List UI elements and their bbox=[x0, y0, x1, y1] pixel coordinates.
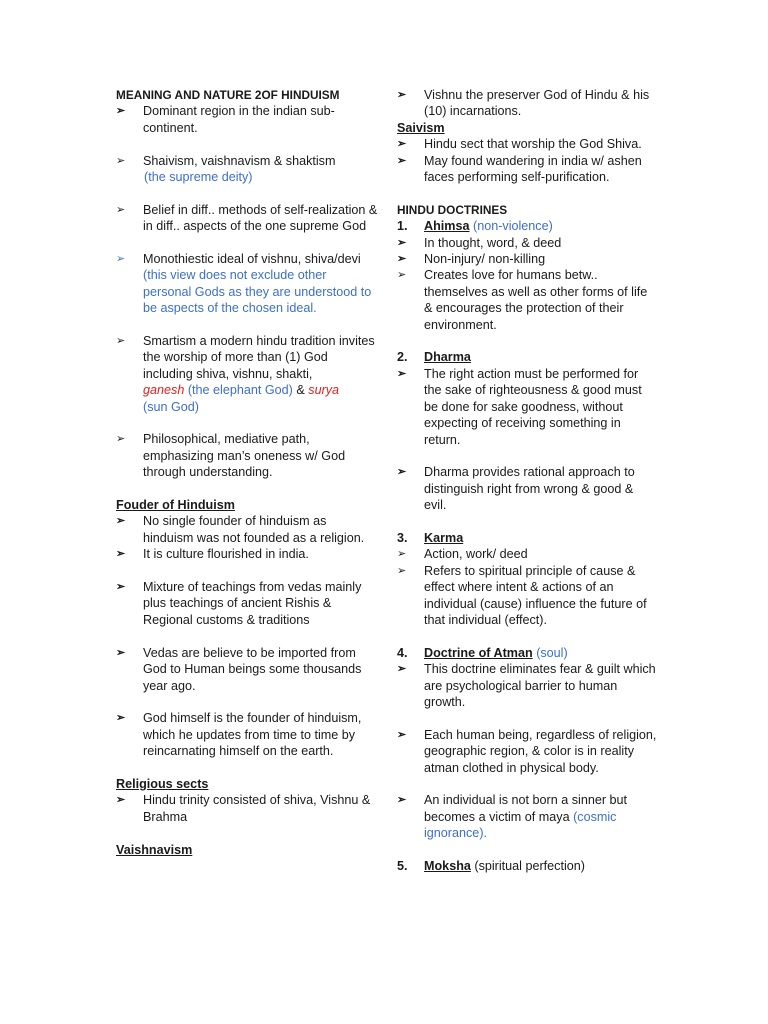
arrow-bullet-icon: ➢ bbox=[397, 367, 407, 380]
section-heading: Religious sects bbox=[116, 776, 209, 791]
item-text: It is culture flourished in india. bbox=[143, 547, 309, 562]
ganesh-text: ganesh bbox=[143, 383, 185, 398]
list-item bbox=[116, 431, 378, 480]
arrow-bullet-icon: ➢ bbox=[116, 253, 126, 266]
list-item bbox=[116, 333, 378, 415]
item-text: Dominant region in the indian sub-continent. bbox=[143, 104, 335, 135]
doctrine-heading bbox=[397, 530, 659, 546]
list-item bbox=[116, 251, 378, 317]
item-text: Vedas are believe to be imported from God to Human beings some thousands year ago. bbox=[143, 645, 362, 693]
arrow-bullet-icon: ➢ bbox=[397, 564, 407, 577]
arrow-bullet-icon: ➢ bbox=[397, 466, 407, 479]
list-item bbox=[116, 546, 378, 562]
arrow-bullet-icon: ➢ bbox=[116, 548, 126, 561]
list-item bbox=[397, 267, 659, 333]
item-text: Refers to spiritual principle of cause & effect where intent & actions of an individual (cause) influence the future of that individual (effect). bbox=[424, 563, 647, 627]
number-label: 2. bbox=[397, 350, 408, 365]
arrow-bullet-icon: ➢ bbox=[397, 548, 407, 561]
item-text: In thought, word, & deed bbox=[424, 235, 562, 250]
note-text: (non-violence) bbox=[473, 219, 553, 234]
item-text: Smartism a modern hindu tradition invites the worship of more than (1) God including shiva, vishnu, shakti, bbox=[143, 334, 375, 381]
number-label: 3. bbox=[397, 530, 408, 545]
list-item bbox=[116, 153, 378, 186]
doctrine-name: Dharma bbox=[424, 350, 471, 365]
doctrine-name: Doctrine of Atman bbox=[424, 645, 533, 660]
arrow-bullet-icon: ➢ bbox=[116, 203, 126, 216]
note-text: (the supreme deity) bbox=[144, 170, 253, 185]
right-column bbox=[397, 87, 659, 874]
arrow-bullet-icon: ➢ bbox=[116, 154, 126, 167]
list-item bbox=[397, 136, 659, 152]
list-item bbox=[116, 645, 378, 694]
number-label: 4. bbox=[397, 645, 408, 660]
arrow-bullet-icon: ➢ bbox=[397, 269, 407, 282]
doctrine-name: Ahimsa bbox=[424, 219, 470, 234]
amp-text: & bbox=[296, 383, 305, 398]
list-item bbox=[116, 579, 378, 628]
section-heading: Saivism bbox=[397, 120, 445, 135]
left-column bbox=[116, 87, 378, 858]
list-item bbox=[397, 87, 659, 120]
section-heading: HINDU DOCTRINES bbox=[397, 202, 508, 217]
list-item bbox=[397, 235, 659, 251]
item-text: Each human being, regardless of religion, geographic region, & color is in reality atman clothed in physical body. bbox=[424, 727, 657, 775]
note-text: (spiritual perfection) bbox=[474, 858, 585, 873]
list-item bbox=[397, 792, 659, 841]
note-text: (sun God) bbox=[143, 399, 199, 414]
item-text: Creates love for humans betw.. themselves as well as other forms of life & encourages the protection of their environment. bbox=[424, 268, 648, 332]
list-item bbox=[397, 464, 659, 513]
list-item bbox=[116, 202, 378, 235]
item-text: May found wandering in india w/ ashen faces performing self-purification. bbox=[424, 153, 642, 185]
doctrine-heading bbox=[397, 218, 659, 234]
arrow-bullet-icon: ➢ bbox=[397, 728, 407, 741]
arrow-bullet-icon: ➢ bbox=[116, 335, 126, 348]
arrow-bullet-icon: ➢ bbox=[397, 663, 407, 676]
arrow-bullet-icon: ➢ bbox=[116, 581, 126, 594]
arrow-bullet-icon: ➢ bbox=[397, 154, 407, 167]
item-text: Mixture of teachings from vedas mainly plus teachings of ancient Rishis & Regional customs & traditions bbox=[143, 580, 362, 627]
item-text: Action, work/ deed bbox=[424, 547, 528, 562]
item-text: Belief in diff.. methods of self-realization & in diff.. aspects of the one supreme God bbox=[143, 202, 378, 234]
list-item bbox=[397, 661, 659, 710]
item-text: Hindu sect that worship the God Shiva. bbox=[424, 137, 642, 152]
doctrine-heading bbox=[397, 645, 659, 661]
list-item bbox=[116, 513, 378, 546]
page-title: MEANING AND NATURE 2OF HINDUISM bbox=[116, 88, 340, 102]
note-text: (the elephant God) bbox=[187, 383, 293, 398]
note-text: (soul) bbox=[536, 645, 568, 660]
item-text: God himself is the founder of hinduism, which he updates from time to time by reincarnating himself on the earth. bbox=[143, 711, 362, 759]
arrow-bullet-icon: ➢ bbox=[116, 712, 126, 725]
surya-text: surya bbox=[308, 383, 340, 398]
list-item bbox=[397, 251, 659, 267]
item-text: Vishnu the preserver God of Hindu & his (10) incarnations. bbox=[424, 88, 650, 119]
arrow-bullet-icon: ➢ bbox=[116, 646, 126, 659]
doctrine-name: Moksha bbox=[424, 858, 471, 873]
item-text: Shaivism, vaishnavism & shaktism bbox=[143, 153, 336, 168]
number-label: 5. bbox=[397, 858, 408, 873]
list-item bbox=[116, 792, 378, 825]
item-text: Hindu trinity consisted of shiva, Vishnu & Brahma bbox=[143, 793, 371, 824]
doctrine-heading bbox=[397, 858, 659, 874]
section-heading: Fouder of Hinduism bbox=[116, 498, 235, 513]
item-text: This doctrine eliminates fear & guilt which are psychological barrier to human growth. bbox=[424, 662, 656, 709]
list-item bbox=[397, 563, 659, 629]
item-text: An individual is not born a sinner but becomes a victim of maya bbox=[424, 793, 628, 824]
list-item bbox=[397, 366, 659, 448]
arrow-bullet-icon: ➢ bbox=[397, 236, 407, 249]
arrow-bullet-icon: ➢ bbox=[116, 794, 126, 807]
list-item bbox=[397, 153, 659, 186]
item-text: Non-injury/ non-killing bbox=[424, 252, 546, 267]
arrow-bullet-icon: ➢ bbox=[397, 89, 407, 101]
arrow-bullet-icon: ➢ bbox=[397, 253, 407, 266]
arrow-bullet-icon: ➢ bbox=[116, 515, 126, 528]
arrow-bullet-icon: ➢ bbox=[116, 433, 126, 446]
item-text: No single founder of hinduism as hinduism was not founded as a religion. bbox=[143, 514, 365, 545]
note-text: (cosmic ignorance). bbox=[424, 809, 617, 841]
arrow-bullet-icon: ➢ bbox=[397, 138, 407, 151]
item-text: Philosophical, mediative path, emphasizing man’s oneness w/ God through understanding. bbox=[143, 432, 346, 480]
arrow-bullet-icon: ➢ bbox=[116, 105, 126, 118]
item-text: Monothiestic ideal of vishnu, shiva/devi bbox=[143, 252, 361, 267]
number-label: 1. bbox=[397, 219, 408, 234]
arrow-bullet-icon: ➢ bbox=[397, 794, 407, 807]
list-item bbox=[116, 103, 378, 136]
section-heading: Vaishnavism bbox=[116, 842, 193, 857]
doctrine-name: Karma bbox=[424, 530, 464, 545]
doctrine-heading bbox=[397, 349, 659, 365]
list-item bbox=[116, 710, 378, 759]
list-item bbox=[397, 727, 659, 776]
item-text: The right action must be performed for the sake of righteousness & good must be done for sake goodness, without expecting of receiving something in return. bbox=[424, 366, 642, 447]
item-text: Dharma provides rational approach to distinguish right from wrong & good & evil. bbox=[424, 465, 635, 513]
list-item bbox=[397, 546, 659, 562]
note-text: (this view does not exclude other personal Gods as they are understood to be aspects of the chosen ideal. bbox=[143, 268, 372, 316]
